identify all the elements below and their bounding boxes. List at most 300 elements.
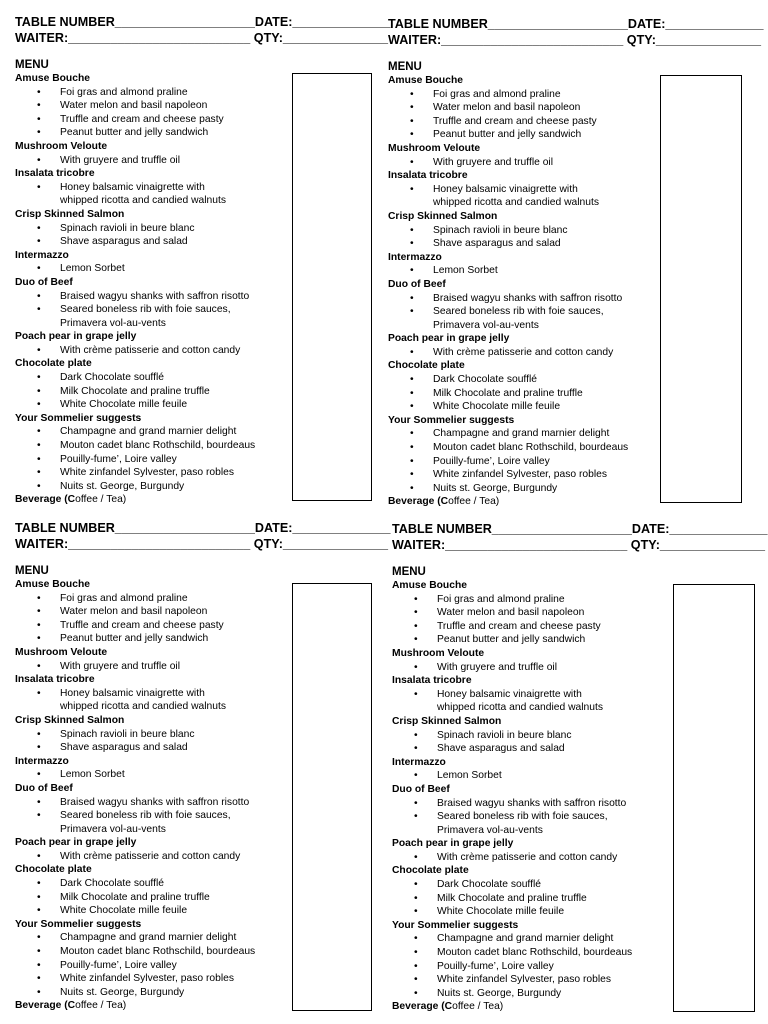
course-title: Your Sommelier suggests xyxy=(388,414,515,426)
course-title: Amuse Bouche xyxy=(15,579,90,590)
menu-item xyxy=(15,632,305,646)
bullet-icon: • xyxy=(37,372,41,384)
beverage-initial: C xyxy=(67,494,76,506)
bullet-icon: • xyxy=(37,154,41,166)
bullet-icon: • xyxy=(410,224,414,236)
bullet-icon: • xyxy=(414,634,418,646)
menu-item-text: Peanut butter and jelly sandwich xyxy=(437,634,586,646)
menu-item-text: Mouton cadet blanc Rothschild, bourdeaus xyxy=(437,947,633,959)
menu-item xyxy=(15,99,305,113)
menu-item-text: Truffle and cream and cheese pasty xyxy=(437,620,601,632)
bullet-icon: • xyxy=(37,290,41,302)
menu-item-text: White Chocolate mille feuile xyxy=(60,905,188,917)
bullet-icon: • xyxy=(37,426,41,438)
beverage-rest: offee / Tea) xyxy=(75,494,127,506)
bullet-icon: • xyxy=(37,127,41,139)
bullet-icon: • xyxy=(37,687,41,699)
menu-item xyxy=(388,455,678,469)
menu-item-text: Seared boneless rib with foie sauces, xyxy=(60,304,231,316)
menu-item xyxy=(392,769,682,783)
menu-item-text: Seared boneless rib with foie sauces, xyxy=(437,811,608,823)
menu-item-text: Pouilly-fume’, Loire valley xyxy=(433,455,550,467)
table-number-date-line[interactable]: TABLE NUMBER____________________DATE:______________ xyxy=(15,521,391,535)
menu-item-text: Peanut butter and jelly sandwich xyxy=(60,633,209,645)
course-title: Chocolate plate xyxy=(388,360,465,372)
menu-item-text: White zinfandel Sylvester, paso robles xyxy=(60,973,234,985)
menu-item-text: Primavera vol-au-vents xyxy=(60,317,166,329)
bullet-icon: • xyxy=(37,633,41,645)
menu-item-text: Water melon and basil napoleon xyxy=(437,607,585,619)
menu-item xyxy=(392,606,682,620)
menu-item-text: Honey balsamic vinaigrette with xyxy=(433,183,578,195)
course-title: Poach pear in grape jelly xyxy=(388,333,510,345)
bullet-icon: • xyxy=(37,181,41,193)
menu-item xyxy=(392,892,682,906)
bullet-icon: • xyxy=(414,729,418,741)
course-title: Insalata tricobre xyxy=(392,675,472,687)
menu-item xyxy=(15,796,305,810)
table-number-date-line[interactable]: TABLE NUMBER____________________DATE:______________ xyxy=(392,522,768,536)
menu-item-text: Milk Chocolate and praline truffle xyxy=(60,385,210,397)
bullet-icon: • xyxy=(414,960,418,972)
bullet-icon: • xyxy=(414,593,418,605)
menu-item xyxy=(392,878,682,892)
beverage-rest: offee / Tea) xyxy=(448,496,500,508)
bullet-icon: • xyxy=(37,480,41,492)
menu-item xyxy=(15,660,305,674)
menu-item xyxy=(392,973,682,987)
menu-item-text: Pouilly-fume’, Loire valley xyxy=(60,959,177,971)
menu-item-text: Mouton cadet blanc Rothschild, bourdeaus xyxy=(433,442,629,454)
bullet-icon: • xyxy=(37,453,41,465)
menu-item xyxy=(388,237,678,251)
menu-item xyxy=(15,181,305,208)
menu-item xyxy=(15,768,305,782)
bullet-icon: • xyxy=(37,850,41,862)
menu-item-text: With gruyere and truffle oil xyxy=(437,661,557,673)
bullet-icon: • xyxy=(414,892,418,904)
menu-item xyxy=(388,427,678,441)
bullet-icon: • xyxy=(414,974,418,986)
bullet-icon: • xyxy=(37,236,41,248)
menu-item-text: Lemon Sorbet xyxy=(60,263,125,275)
course-title: Intermazzo xyxy=(388,251,442,263)
menu-item-text: whipped ricotta and candied walnuts xyxy=(60,701,227,713)
menu-item-text: Spinach ravioli in beure blanc xyxy=(60,222,195,234)
menu-item xyxy=(15,959,305,973)
menu-item xyxy=(15,425,305,439)
bullet-icon: • xyxy=(37,728,41,740)
course-title: Mushroom Veloute xyxy=(15,646,108,658)
course-title: Duo of Beef xyxy=(392,783,450,795)
menu-item xyxy=(15,290,305,304)
menu-item xyxy=(392,661,682,675)
menu-item xyxy=(388,305,678,332)
course-title: Duo of Beef xyxy=(15,782,73,794)
menu-sections xyxy=(15,578,305,1013)
menu-item xyxy=(388,88,678,102)
menu-item-text: Mouton cadet blanc Rothschild, bourdeaus xyxy=(60,440,256,452)
menu-item-text: White zinfandel Sylvester, paso robles xyxy=(433,469,607,481)
bullet-icon: • xyxy=(410,482,414,494)
course-title: Intermazzo xyxy=(15,755,69,767)
course-title: Duo of Beef xyxy=(388,278,446,290)
beverage-line xyxy=(15,999,305,1013)
menu-item-text: Honey balsamic vinaigrette with xyxy=(60,181,205,193)
menu-item-text: Braised wagyu shanks with saffron risotto xyxy=(437,797,627,809)
bullet-icon: • xyxy=(37,592,41,604)
bullet-icon: • xyxy=(410,88,414,100)
menu-item xyxy=(388,156,678,170)
beverage-rest: offee / Tea) xyxy=(75,1000,127,1012)
menu-item-text: Champagne and grand marnier delight xyxy=(437,933,614,945)
menu-item-text: Honey balsamic vinaigrette with xyxy=(437,688,582,700)
bullet-icon: • xyxy=(414,879,418,891)
course-title: Crisp Skinned Salmon xyxy=(388,210,498,222)
bullet-icon: • xyxy=(414,743,418,755)
menu-item-text: whipped ricotta and candied walnuts xyxy=(433,197,600,209)
beverage-label: Beverage ( xyxy=(388,496,441,508)
menu-item-text: Water melon and basil napoleon xyxy=(60,100,208,112)
menu-item-text: Dark Chocolate soufflé xyxy=(437,879,541,891)
menu-item-text: Dark Chocolate soufflé xyxy=(433,374,537,386)
course-title: Chocolate plate xyxy=(15,864,92,876)
bullet-icon: • xyxy=(414,661,418,673)
menu-item-text: Lemon Sorbet xyxy=(437,770,502,782)
bullet-icon: • xyxy=(410,469,414,481)
menu-item-text: Primavera vol-au-vents xyxy=(433,319,539,331)
bullet-icon: • xyxy=(37,263,41,275)
menu-item-text: Foi gras and almond praline xyxy=(60,592,188,604)
course-title: Your Sommelier suggests xyxy=(392,919,519,931)
menu-item-text: Foi gras and almond praline xyxy=(433,88,561,100)
menu-item xyxy=(392,688,682,715)
notes-box[interactable] xyxy=(660,75,742,503)
course-title: Intermazzo xyxy=(392,756,446,768)
menu-item xyxy=(15,344,305,358)
menu-item xyxy=(388,128,678,142)
menu-item-text: Truffle and cream and cheese pasty xyxy=(60,113,224,125)
menu-item-text: Champagne and grand marnier delight xyxy=(433,428,610,440)
menu-item xyxy=(388,346,678,360)
bullet-icon: • xyxy=(37,304,41,316)
menu-item xyxy=(388,468,678,482)
bullet-icon: • xyxy=(37,986,41,998)
menu-item xyxy=(388,264,678,278)
menu-item-text: With crème patisserie and cotton candy xyxy=(437,851,618,863)
beverage-line xyxy=(392,1000,682,1014)
menu-item-text: Lemon Sorbet xyxy=(433,265,498,277)
menu-item-text: Dark Chocolate soufflé xyxy=(60,878,164,890)
menu-item xyxy=(392,729,682,743)
menu-item-text: Seared boneless rib with foie sauces, xyxy=(433,306,604,318)
menu-item xyxy=(392,593,682,607)
bullet-icon: • xyxy=(37,606,41,618)
menu-item-text: Water melon and basil napoleon xyxy=(433,102,581,114)
menu-item-text: Foi gras and almond praline xyxy=(60,86,188,98)
bullet-icon: • xyxy=(410,455,414,467)
menu-item-text: Nuits st. George, Burgundy xyxy=(433,482,558,494)
menu-item xyxy=(15,931,305,945)
bullet-icon: • xyxy=(410,156,414,168)
bullet-icon: • xyxy=(414,688,418,700)
menu-item xyxy=(392,932,682,946)
bullet-icon: • xyxy=(410,292,414,304)
bullet-icon: • xyxy=(37,932,41,944)
menu-item-text: White zinfandel Sylvester, paso robles xyxy=(437,974,611,986)
bullet-icon: • xyxy=(37,619,41,631)
course-title: Crisp Skinned Salmon xyxy=(392,715,502,727)
menu-item-text: Milk Chocolate and praline truffle xyxy=(60,891,210,903)
menu-item xyxy=(392,960,682,974)
bullet-icon: • xyxy=(37,113,41,125)
course-title: Mushroom Veloute xyxy=(15,140,108,152)
beverage-label: Beverage ( xyxy=(15,1000,68,1012)
menu-item-text: Shave asparagus and salad xyxy=(433,238,561,250)
bullet-icon: • xyxy=(37,440,41,452)
bullet-icon: • xyxy=(414,770,418,782)
bullet-icon: • xyxy=(410,265,414,277)
course-title: Amuse Bouche xyxy=(15,73,90,84)
menu-sections xyxy=(388,74,678,509)
course-title: Poach pear in grape jelly xyxy=(15,837,137,849)
menu-item xyxy=(15,466,305,480)
bullet-icon: • xyxy=(414,797,418,809)
bullet-icon: • xyxy=(410,115,414,127)
menu-item-text: Nuits st. George, Burgundy xyxy=(437,987,562,999)
bullet-icon: • xyxy=(37,946,41,958)
menu-card xyxy=(15,515,391,1020)
menu-item xyxy=(15,480,305,494)
course-title: Mushroom Veloute xyxy=(388,142,481,154)
menu-title: MENU xyxy=(392,566,426,578)
menu-item xyxy=(15,385,305,399)
menu-item xyxy=(15,619,305,633)
bullet-icon: • xyxy=(414,607,418,619)
menu-item xyxy=(15,262,305,276)
table-number-date-line[interactable]: TABLE NUMBER____________________DATE:______________ xyxy=(388,17,764,31)
menu-item-text: Pouilly-fume’, Loire valley xyxy=(60,453,177,465)
bullet-icon: • xyxy=(37,769,41,781)
menu-item-text: With crème patisserie and cotton candy xyxy=(433,346,614,358)
menu-item xyxy=(392,620,682,634)
beverage-line xyxy=(15,493,305,507)
bullet-icon: • xyxy=(410,129,414,141)
beverage-label: Beverage ( xyxy=(15,494,68,506)
menu-item xyxy=(15,891,305,905)
bullet-icon: • xyxy=(414,811,418,823)
bullet-icon: • xyxy=(37,810,41,822)
beverage-initial: C xyxy=(444,1001,453,1013)
menu-item-text: Braised wagyu shanks with saffron risotto xyxy=(60,290,250,302)
bullet-icon: • xyxy=(410,306,414,318)
menu-item xyxy=(15,154,305,168)
menu-item xyxy=(15,235,305,249)
menu-item xyxy=(392,797,682,811)
bullet-icon: • xyxy=(37,660,41,672)
course-title: Duo of Beef xyxy=(15,276,73,288)
menu-item xyxy=(388,441,678,455)
menu-item-text: whipped ricotta and candied walnuts xyxy=(437,702,604,714)
menu-item-text: Milk Chocolate and praline truffle xyxy=(437,892,587,904)
menu-item-text: Pouilly-fume’, Loire valley xyxy=(437,960,554,972)
bullet-icon: • xyxy=(37,86,41,98)
bullet-icon: • xyxy=(37,959,41,971)
course-title: Insalata tricobre xyxy=(15,674,95,686)
menu-title: MENU xyxy=(388,61,422,73)
bullet-icon: • xyxy=(37,467,41,479)
menu-item-text: Shave asparagus and salad xyxy=(437,743,565,755)
bullet-icon: • xyxy=(414,933,418,945)
course-title: Crisp Skinned Salmon xyxy=(15,208,125,220)
menu-sections xyxy=(392,579,682,1014)
menu-item-text: Peanut butter and jelly sandwich xyxy=(433,129,582,141)
menu-item xyxy=(15,605,305,619)
menu-item-text: Champagne and grand marnier delight xyxy=(60,932,237,944)
menu-sections xyxy=(15,72,305,507)
bullet-icon: • xyxy=(414,620,418,632)
course-title: Mushroom Veloute xyxy=(392,647,485,659)
menu-item-text: White Chocolate mille feuile xyxy=(437,906,565,918)
bullet-icon: • xyxy=(410,401,414,413)
waiter-qty-line[interactable]: WAITER:__________________________ QTY:_______________ xyxy=(15,31,388,45)
menu-item-text: Seared boneless rib with foie sauces, xyxy=(60,810,231,822)
menu-item xyxy=(15,972,305,986)
menu-item xyxy=(15,592,305,606)
menu-item-text: Nuits st. George, Burgundy xyxy=(60,986,185,998)
menu-item xyxy=(388,183,678,210)
notes-box[interactable] xyxy=(673,584,755,1012)
bullet-icon: • xyxy=(414,851,418,863)
course-title: Your Sommelier suggests xyxy=(15,412,142,424)
bullet-icon: • xyxy=(37,891,41,903)
beverage-initial: C xyxy=(67,1000,76,1012)
menu-item-text: whipped ricotta and candied walnuts xyxy=(60,195,227,207)
menu-item xyxy=(388,387,678,401)
menu-card xyxy=(392,516,768,1021)
menu-item xyxy=(392,987,682,1001)
menu-item-text: Foi gras and almond praline xyxy=(437,593,565,605)
menu-item-text: Truffle and cream and cheese pasty xyxy=(60,619,224,631)
menu-item-text: White Chocolate mille feuile xyxy=(60,399,188,411)
bullet-icon: • xyxy=(37,742,41,754)
menu-item-text: Honey balsamic vinaigrette with xyxy=(60,687,205,699)
menu-item-text: With gruyere and truffle oil xyxy=(60,660,180,672)
menu-item-text: Milk Chocolate and praline truffle xyxy=(433,387,583,399)
menu-item xyxy=(388,400,678,414)
menu-item xyxy=(388,224,678,238)
waiter-qty-line[interactable]: WAITER:__________________________ QTY:_______________ xyxy=(388,33,761,47)
menu-item-text: Champagne and grand marnier delight xyxy=(60,426,237,438)
menu-item xyxy=(15,113,305,127)
notes-box[interactable] xyxy=(292,73,372,501)
menu-item xyxy=(15,126,305,140)
bullet-icon: • xyxy=(410,442,414,454)
bullet-icon: • xyxy=(37,385,41,397)
menu-item-text: Peanut butter and jelly sandwich xyxy=(60,127,209,139)
course-title: Poach pear in grape jelly xyxy=(392,838,514,850)
bullet-icon: • xyxy=(37,878,41,890)
bullet-icon: • xyxy=(414,906,418,918)
menu-item xyxy=(15,728,305,742)
course-title: Insalata tricobre xyxy=(15,168,95,180)
menu-item xyxy=(388,101,678,115)
menu-item xyxy=(15,222,305,236)
waiter-qty-line[interactable]: WAITER:__________________________ QTY:_______________ xyxy=(15,537,388,551)
waiter-qty-line[interactable]: WAITER:__________________________ QTY:_______________ xyxy=(392,538,765,552)
menu-item-text: Mouton cadet blanc Rothschild, bourdeaus xyxy=(60,946,256,958)
menu-item xyxy=(392,905,682,919)
menu-item-text: Spinach ravioli in beure blanc xyxy=(437,729,572,741)
menu-item xyxy=(15,439,305,453)
menu-item xyxy=(392,946,682,960)
menu-item-text: Primavera vol-au-vents xyxy=(437,824,543,836)
course-title: Insalata tricobre xyxy=(388,170,468,182)
menu-item-text: Shave asparagus and salad xyxy=(60,742,188,754)
course-title: Intermazzo xyxy=(15,249,69,261)
menu-item xyxy=(15,371,305,385)
menu-item xyxy=(392,851,682,865)
menu-item xyxy=(15,986,305,1000)
menu-item xyxy=(392,742,682,756)
menu-title: MENU xyxy=(15,565,49,577)
bullet-icon: • xyxy=(414,947,418,959)
menu-item-text: With crème patisserie and cotton candy xyxy=(60,850,241,862)
menu-item-text: Lemon Sorbet xyxy=(60,769,125,781)
menu-item-text: Water melon and basil napoleon xyxy=(60,606,208,618)
menu-item xyxy=(15,741,305,755)
course-title: Chocolate plate xyxy=(15,358,92,370)
menu-item xyxy=(15,453,305,467)
beverage-initial: C xyxy=(440,496,449,508)
menu-item-text: Braised wagyu shanks with saffron risotto xyxy=(60,796,250,808)
notes-box[interactable] xyxy=(292,583,372,1011)
menu-item xyxy=(15,687,305,714)
menu-item xyxy=(15,398,305,412)
menu-item xyxy=(388,482,678,496)
menu-item-text: With gruyere and truffle oil xyxy=(433,156,553,168)
bullet-icon: • xyxy=(410,346,414,358)
menu-card xyxy=(15,9,391,514)
bullet-icon: • xyxy=(410,428,414,440)
bullet-icon: • xyxy=(410,387,414,399)
menu-item xyxy=(15,303,305,330)
menu-item-text: Shave asparagus and salad xyxy=(60,236,188,248)
menu-item xyxy=(388,373,678,387)
bullet-icon: • xyxy=(37,222,41,234)
bullet-icon: • xyxy=(37,905,41,917)
bullet-icon: • xyxy=(410,102,414,114)
course-title: Crisp Skinned Salmon xyxy=(15,714,125,726)
beverage-rest: offee / Tea) xyxy=(452,1001,504,1013)
bullet-icon: • xyxy=(37,796,41,808)
bullet-icon: • xyxy=(410,374,414,386)
menu-item-text: With crème patisserie and cotton candy xyxy=(60,344,241,356)
menu-item xyxy=(392,633,682,647)
course-title: Your Sommelier suggests xyxy=(15,918,142,930)
course-title: Amuse Bouche xyxy=(388,75,463,86)
menu-item xyxy=(15,877,305,891)
menu-item-text: Spinach ravioli in beure blanc xyxy=(433,224,568,236)
menu-item-text: Primavera vol-au-vents xyxy=(60,823,166,835)
menu-item xyxy=(15,850,305,864)
menu-card xyxy=(388,11,764,516)
menu-item-text: Braised wagyu shanks with saffron risotto xyxy=(433,292,623,304)
course-title: Chocolate plate xyxy=(392,865,469,877)
table-number-date-line[interactable]: TABLE NUMBER____________________DATE:______________ xyxy=(15,15,391,29)
menu-item-text: Spinach ravioli in beure blanc xyxy=(60,728,195,740)
bullet-icon: • xyxy=(410,238,414,250)
